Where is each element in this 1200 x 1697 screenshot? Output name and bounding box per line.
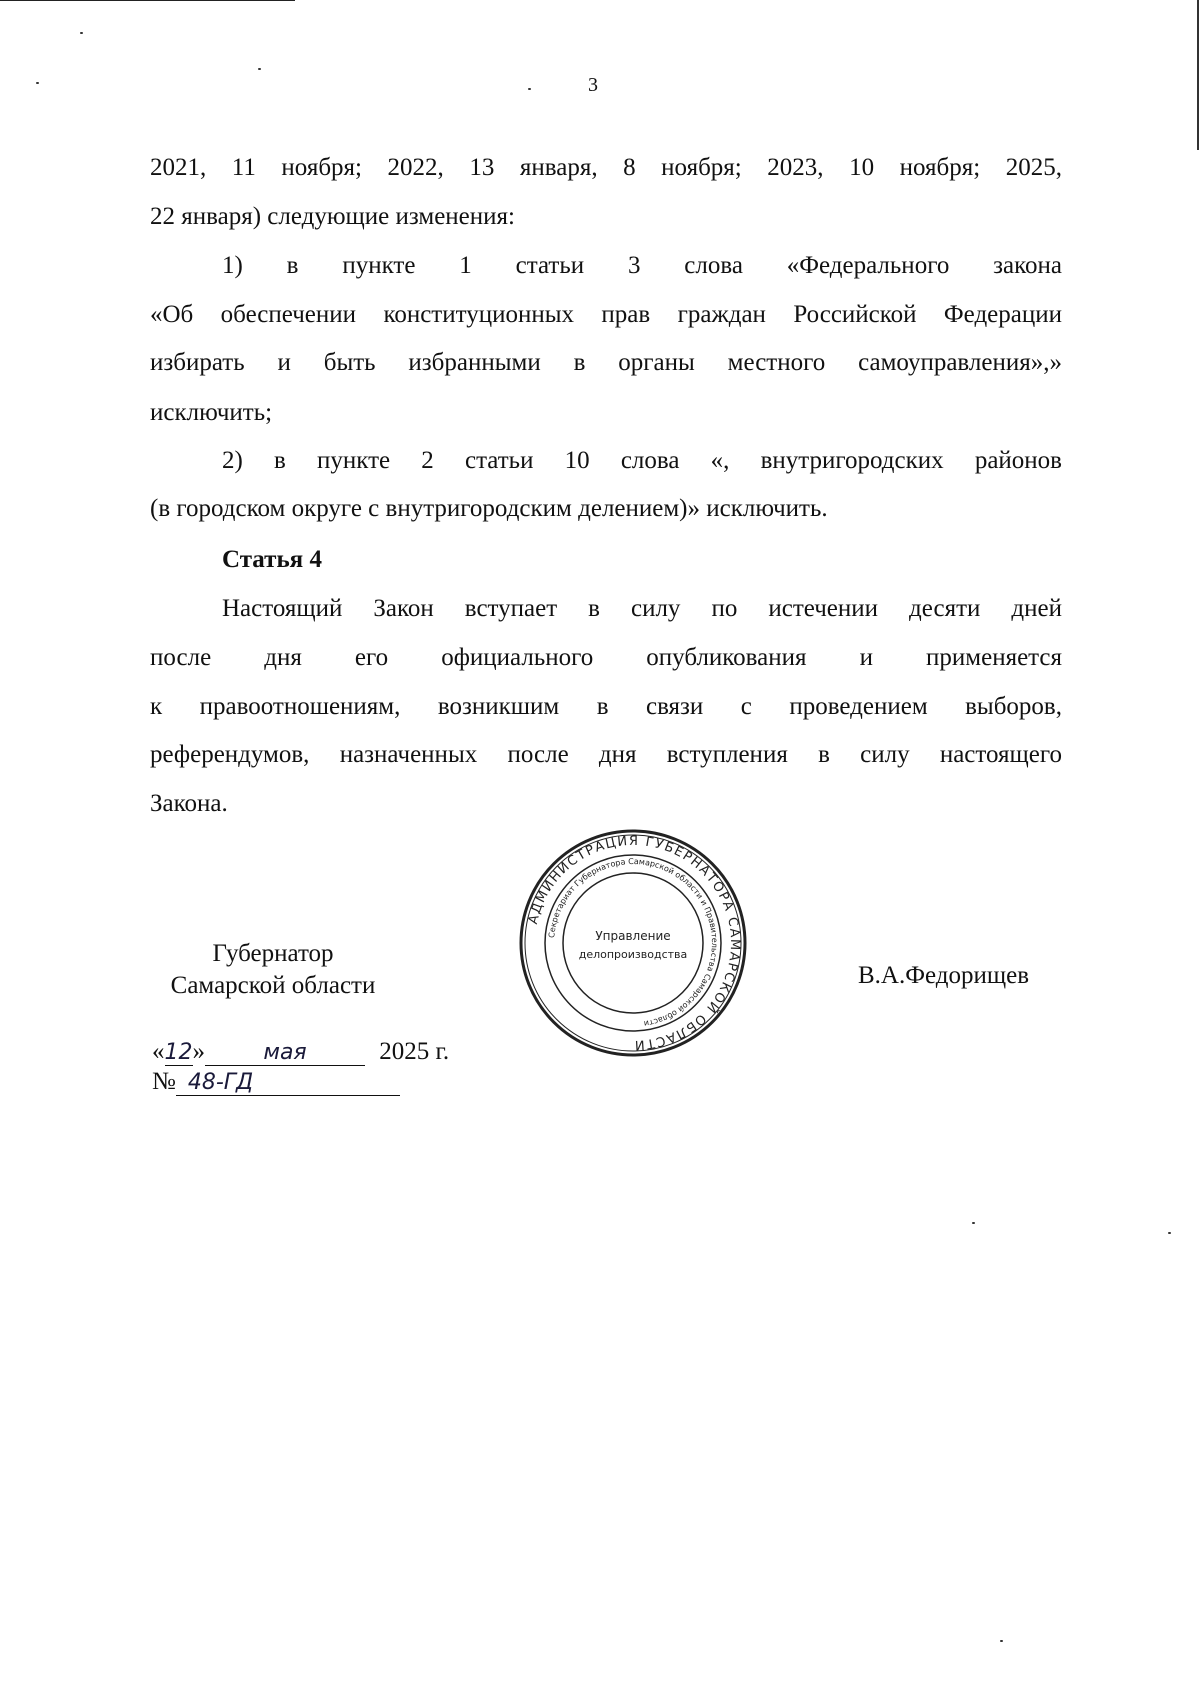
text-line: референдумов, назначенных после дня вступления в силу настоящего bbox=[150, 741, 1062, 768]
position-line: Губернатор bbox=[212, 940, 334, 967]
signing-date bbox=[152, 1038, 449, 1066]
text-line: «Об обеспечении конституционных прав граждан Российской Федерации bbox=[150, 301, 1062, 328]
scan-speck bbox=[972, 1222, 975, 1224]
signatory-name: В.А.Федорищев bbox=[858, 962, 1029, 989]
scan-speck bbox=[36, 82, 39, 84]
scan-speck bbox=[528, 88, 531, 90]
text-line: избирать и быть избранными в органы местного самоуправления»,» bbox=[150, 349, 1062, 376]
article-heading: Статья 4 bbox=[222, 546, 322, 573]
date-day: 12 bbox=[164, 1040, 193, 1065]
official-seal bbox=[518, 828, 748, 1058]
scan-speck bbox=[258, 68, 261, 70]
number-value: 48-ГД bbox=[176, 1070, 400, 1096]
text-line: 22 января) следующие изменения: bbox=[150, 203, 515, 230]
scan-speck bbox=[80, 32, 83, 34]
scan-edge-right bbox=[1197, 0, 1199, 150]
seal-center-line: Управление bbox=[595, 929, 671, 943]
text-line: 2021, 11 ноября; 2022, 13 января, 8 ноября; 2023, 10 ноября; 2025, bbox=[150, 154, 1062, 181]
text-line: 1) в пункте 1 статьи 3 слова «Федерального закона bbox=[222, 252, 1062, 279]
text-line: 2) в пункте 2 статьи 10 слова «, внутригородских районов bbox=[222, 447, 1062, 474]
text-line: (в городском округе с внутригородским делением)» исключить. bbox=[150, 495, 828, 522]
number-prefix: № bbox=[152, 1068, 176, 1095]
seal-outer-text: АДМИНИСТРАЦИЯ ГУБЕРНАТОРА САМАРСКОЙ ОБЛАСТИ bbox=[525, 833, 743, 1053]
date-month: мая bbox=[205, 1040, 365, 1066]
seal-inner-ring bbox=[563, 873, 703, 1013]
text-line: к правоотношениям, возникшим в связи с проведением выборов, bbox=[150, 693, 1062, 720]
seal-center-line: делопроизводства bbox=[578, 948, 688, 961]
text-line: Закона. bbox=[150, 790, 228, 817]
scan-edge-top bbox=[0, 0, 295, 1]
law-number bbox=[152, 1068, 400, 1096]
text-line: исключить; bbox=[150, 399, 273, 426]
scan-speck bbox=[1000, 1640, 1003, 1642]
seal-ring bbox=[545, 855, 721, 1031]
page-number: 3 bbox=[588, 74, 598, 96]
date-quote: « bbox=[152, 1038, 165, 1065]
date-quote: » bbox=[192, 1038, 205, 1065]
text-line: после дня его официального опубликования и применяется bbox=[150, 644, 1062, 671]
date-year: 2025 г. bbox=[379, 1038, 450, 1065]
scan-speck bbox=[1168, 1232, 1171, 1234]
signatory-position bbox=[148, 938, 398, 1002]
seal-inner-text: Секретариат Губернатора Самарской области и Правительства Самарской области bbox=[547, 856, 720, 1029]
text-line: Настоящий Закон вступает в силу по истечении десяти дней bbox=[222, 595, 1062, 622]
position-line: Самарской области bbox=[170, 972, 376, 999]
